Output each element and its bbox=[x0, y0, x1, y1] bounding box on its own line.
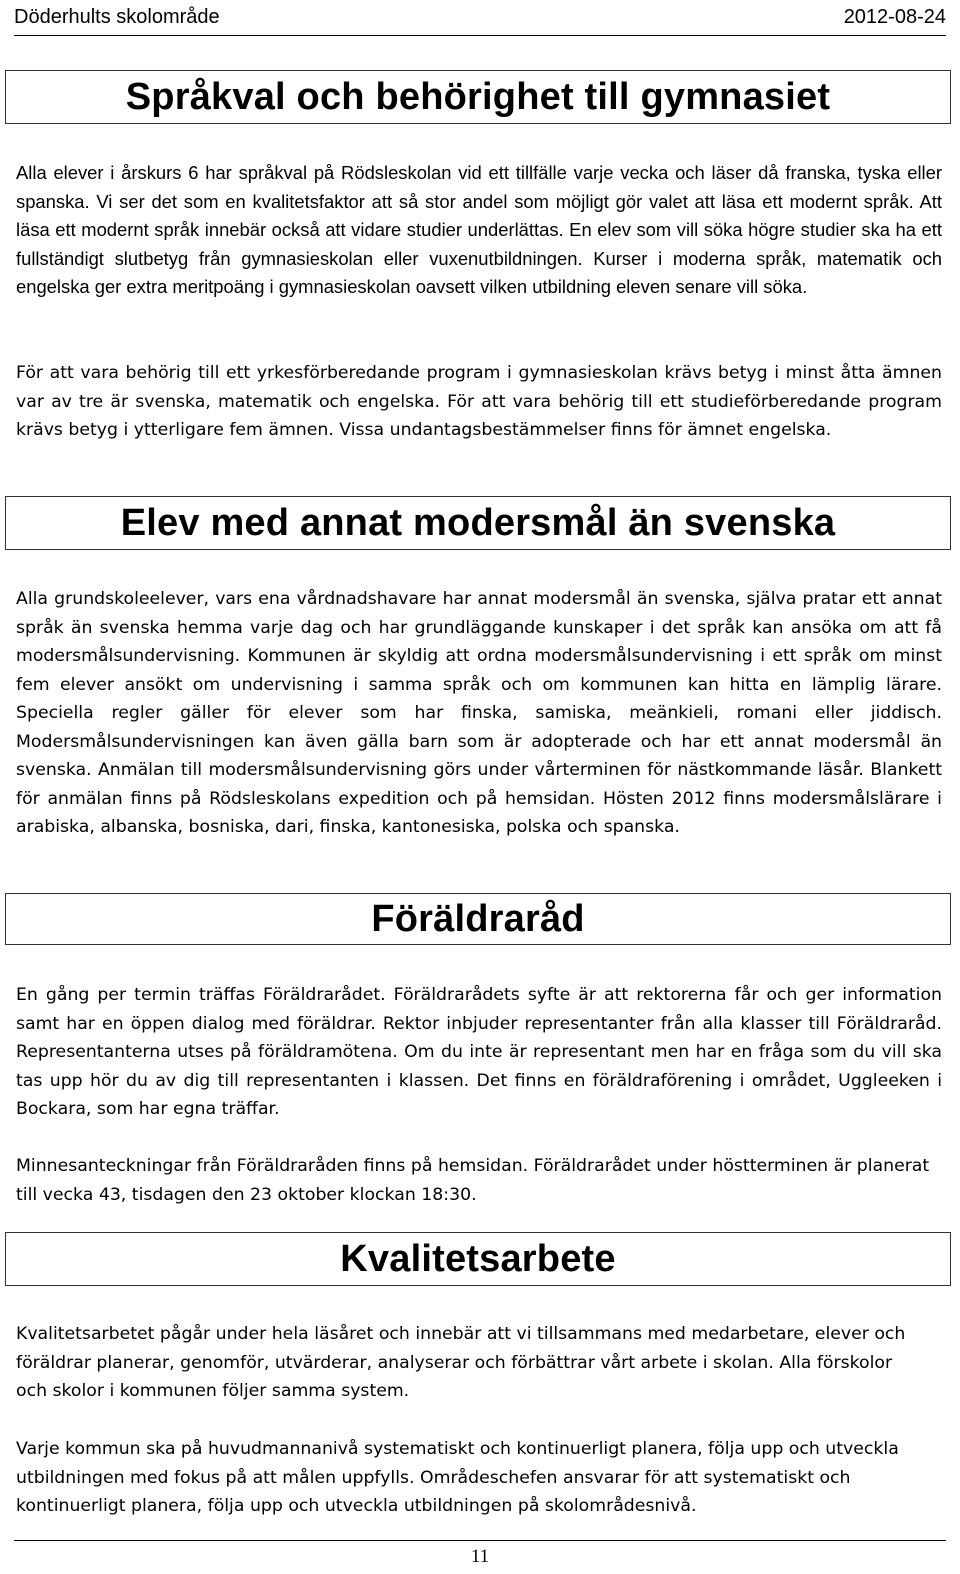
footer-divider bbox=[14, 1540, 946, 1541]
paragraph: Alla grundskoleelever, vars ena vårdnadshavare har annat modersmål än svenska, själva pratar ett annat språk än svenska hemma varje dag och har grundläggande kunskaper i det språk kan ansöka om att få modersmålsundervisning. Kommunen är skyldig att ordna modersmålsundervisning i ett språk om minst fem elever ansökt om undervisning i samma språk och om kommunen kan hitta en lämplig lärare. Speciella regler gäller för elever som har finska, samiska, meänkieli, romani eller jiddisch. Modersmålsundervisningen kan även gälla barn som är adopterade och har ett annat modersmål än svenska. Anmälan till modersmålsundervisning görs under vårterminen för nästkommande läsår. Blankett för anmälan finns på Rödsleskolans expedition och på hemsidan. Hösten 2012 finns modersmålslärare i arabiska, albanska, bosniska, dari, finska, kantonesiska, polska och spanska. bbox=[16, 589, 942, 837]
section-title: Elev med annat modersmål än svenska bbox=[120, 501, 836, 544]
header-divider bbox=[14, 35, 946, 36]
section-heading-sprakval bbox=[5, 70, 951, 124]
page-header bbox=[14, 0, 946, 34]
section-heading-kvalitetsarbete bbox=[5, 1232, 951, 1286]
header-date: 2012-08-24 bbox=[843, 5, 946, 28]
section-heading-foraldrarad bbox=[5, 893, 951, 945]
paragraph: Alla elever i årskurs 6 har språkval på Rödsleskolan vid ett tillfälle varje vecka och läser då franska, tyska eller spanska. Vi ser det som en kvalitetsfaktor att så stor andel som möjligt gör valet att läsa ett modernt språk. Att läsa ett modernt språk innebär också att vidare studier underlättas. En elev som vill söka högre studier ska ha ett fullständigt slutbetyg från gymnasieskolan eller vuxenutbildningen. Kurser i moderna språk, matematik och engelska ger extra meritpoäng i gymnasieskolan oavsett vilken utbildning eleven senare vill söka. bbox=[16, 162, 942, 297]
paragraph: Minnesanteckningar från Föräldraråden finns på hemsidan. Föräldrarådet under höstterminen är planerat till vecka 43, tisdagen den 23 oktober klockan 18:30. bbox=[16, 1156, 930, 1205]
paragraph: En gång per termin träffas Föräldrarådet. Föräldrarådets syfte är att rektorerna får och ger information samt har en öppen dialog med föräldrar. Rektor inbjuder representanter från alla klasser till Föräldraråd. Representanterna utses på föräldramötena. Om du inte är representant men har en fråga som du vill ska tas upp hör du av dig till representanten i klassen. Det finns en föräldraförening i området, Uggleeken i Bockara, som har egna träffar. bbox=[16, 985, 942, 1119]
section-title: Språkval och behörighet till gymnasiet bbox=[125, 75, 831, 118]
paragraph: Kvalitetsarbetet pågår under hela läsåret och innebär att vi tillsammans med medarbetare, elever och föräldrar planerar, genomför, utvärderar, analyserar och förbättrar vårt arbete i skolan. Alla förskolor och skolor i kommunen följer samma system. bbox=[16, 1324, 906, 1401]
section-heading-modersmal bbox=[5, 496, 951, 550]
paragraph: Varje kommun ska på huvudmannanivå systematiskt och kontinuerligt planera, följa upp och utveckla utbildningen med fokus på att målen uppfylls. Områdeschefen ansvarar för att systematiskt och kontinuerligt planera, följa upp och utveckla utbildningen på skolområdesnivå. bbox=[16, 1439, 899, 1516]
header-school: Döderhults skolområde bbox=[14, 5, 220, 28]
section-title: Kvalitetsarbete bbox=[340, 1237, 616, 1280]
page-number: 11 bbox=[470, 1546, 490, 1567]
paragraph: För att vara behörig till ett yrkesförberedande program i gymnasieskolan krävs betyg i minst åtta ämnen var av tre är svenska, matematik och engelska. För att vara behörig till ett studieförberedande program krävs betyg i ytterligare fem ämnen. Vissa undantagsbestämmelser finns för ämnet engelska. bbox=[16, 363, 942, 440]
section-title: Föräldraråd bbox=[371, 897, 585, 940]
